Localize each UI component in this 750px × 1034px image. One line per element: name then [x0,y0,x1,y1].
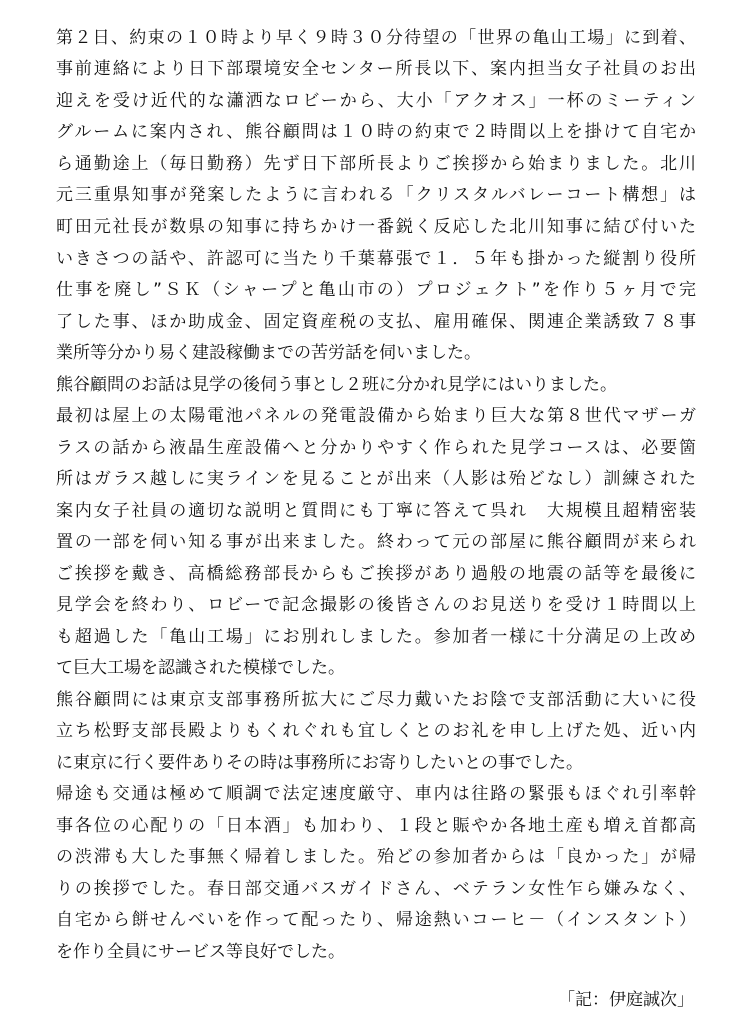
author-signature: 「記：伊庭誠次」 [558,990,694,1010]
text-line: 見学会を終わり、ロビーで記念撮影の後皆さんのお見送りを受け１時間以上 [56,595,696,615]
text-line: 熊谷顧問のお話は見学の後伺う事とし２班に分かれ見学にはいりました。 [56,375,617,395]
text-line: 自宅から餅せんべいを作って配ったり、帰途熱いコーヒ－（インスタント） [56,910,696,930]
text-line: 事前連絡により日下部環境安全センター所長以下、案内担当女子社員のお出 [56,59,696,79]
text-line: 町田元社長が数県の知事に持ちかけ一番鋭く反応した北川知事に結び付いた [56,217,696,237]
text-line: 元三重県知事が発案したように言われる「クリスタルバレーコート構想」は [56,185,696,205]
text-line: ら通勤途上（毎日勤務）先ず日下部所長よりご挨拶から始まりました。北川 [56,154,696,174]
text-line: 迎えを受け近代的な瀟洒なロビーから、大小「アクオス」一杯のミーティン [56,91,696,111]
text-line: 最初は屋上の太陽電池パネルの発電設備から始まり巨大な第８世代マザーガ [56,406,696,426]
text-line: の渋滞も大した事無く帰着しました。殆どの参加者からは「良かった」が帰 [56,847,696,867]
text-line: 第２日、約束の１０時より早く９時３０分待望の「世界の亀山工場」に到着、 [56,28,696,48]
text-line: 熊谷顧問には東京支部事務所拡大にご尽力戴いたお陰で支部活動に大いに役 [56,690,696,710]
text-line: に東京に行く要件ありその時は事務所にお寄りしたいとの事でした。 [56,753,583,773]
text-line: も超過した「亀山工場」にお別れしました。参加者一様に十分満足の上改め [56,627,696,647]
text-line: りの挨拶でした。春日部交通バスガイドさん、ベテラン女性乍ら嫌みなく、 [56,879,696,899]
text-line: ラスの話から液晶生産設備へと分かりやすく作られた見学コースは、必要箇 [56,438,696,458]
text-line: 案内女子社員の適切な説明と質問にも丁寧に答えて呉れ 大規模且超精密装 [56,501,696,521]
text-line: 所はガラス越しに実ラインを見ることが出来（人影は殆どなし）訓練された [56,469,696,489]
text-line: グルームに案内され、熊谷顧問は１０時の約束で２時間以上を掛けて自宅か [56,122,696,142]
text-line: ご挨拶を戴き、高橋総務部長からもご挨拶があり過般の地震の話等を最後に [56,564,696,584]
text-line: を作り全員にサービス等良好でした。 [56,942,345,962]
text-line: て巨大工場を認識された模様でした。 [56,658,345,678]
text-line: いきさつの話や、許認可に当たり千葉幕張で１．５年も掛かった縦割り役所 [56,249,696,269]
text-line: 了した事、ほか助成金、固定資産税の支払、雇用確保、関連企業誘致７８事 [56,312,696,332]
text-line: 置の一部を伺い知る事が出来ました。終わって元の部屋に熊谷顧問が来られ [56,532,696,552]
text-line: 帰途も交通は極めて順調で法定速度厳守、車内は往路の緊張もほぐれ引率幹 [56,784,696,804]
text-line: 事各位の心配りの「日本酒」も加わり、１段と賑やか各地土産も増え首都高 [56,816,696,836]
text-line: 仕事を廃し”ＳＫ（シャープと亀山市の）プロジェクト”を作り５ヶ月で完 [56,280,696,300]
text-line: 業所等分かり易く建設稼働までの苦労話を伺いました。 [56,343,481,363]
text-line: 立ち松野支部長殿よりもくれぐれも宜しくとのお礼を申し上げた処、近い内 [56,721,696,741]
